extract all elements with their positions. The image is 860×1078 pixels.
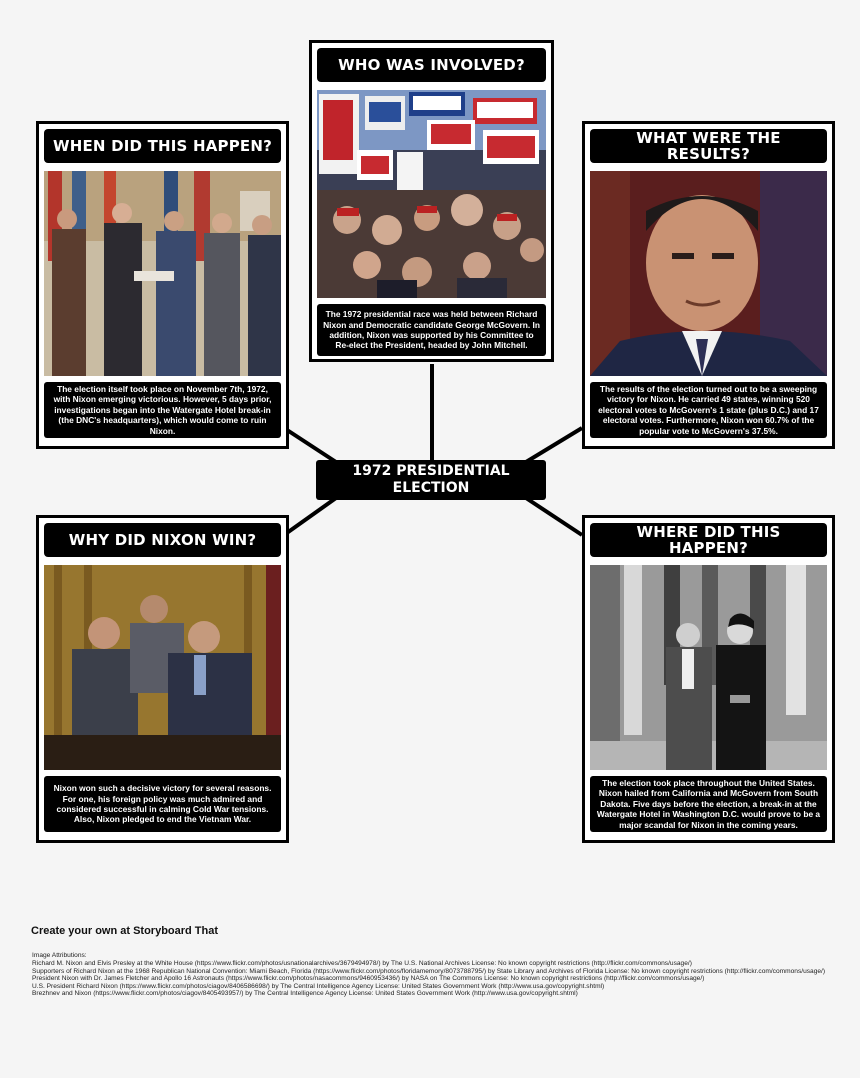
attribution-item: Supporters of Richard Nixon at the 1968 Republican National Convention: Miami Beach, Florida (https://www.flickr.com/photos/floridamemory/8073788795/) by State Library and Archives of Florida License: No known copyright restrictions (http://flickr.com/commons/usage/) (32, 967, 826, 975)
attribution-item: Richard M. Nixon and Elvis Presley at the White House (https://www.flickr.com/photos/usnationalarchives/3679494978/) by The U.S. National Archives License: No known copyright restrictions (http://flickr.com/commons/usage/) (32, 960, 692, 967)
cell-caption: The 1972 presidential race was held between Richard Nixon and Democratic candidate George McGovern. In addition, Nixon was supported by his Committee to Re-elect the President, headed by John Mitchell. (317, 304, 546, 356)
connector-why (284, 498, 336, 535)
convention-crowd-image (317, 90, 546, 298)
nixon-elvis-image (590, 565, 827, 770)
cell-caption: The election itself took place on November 7th, 1972, with Nixon emerging victorious. However, 5 days prior, investigations began into the Watergate Hotel break-in (the DNC's headquarters), which would come to ruin Nixon. (44, 382, 281, 438)
cell-where-did-this-happen (582, 515, 835, 843)
cell-title: WHERE DID THIS HAPPEN? (590, 523, 827, 557)
cell-title: WHEN DID THIS HAPPEN? (44, 129, 281, 163)
cell-when-did-this-happen (36, 121, 289, 449)
attribution-item: U.S. President Richard Nixon (https://www.flickr.com/photos/ciagov/8406586698/) by The Central Intelligence Agency License: United States Government Work (http://www.usa.gov/copyright.shtml) (32, 982, 605, 990)
cell-title: WHO WAS INVOLVED? (317, 48, 546, 82)
cell-title: WHY DID NIXON WIN? (44, 523, 281, 557)
cell-what-were-the-results (582, 121, 835, 449)
connector-results (526, 428, 582, 462)
center-topic: 1972 PRESIDENTIAL ELECTION (316, 460, 546, 500)
nixon-portrait-image (590, 171, 827, 376)
cell-caption: The election took place throughout the United States. Nixon hailed from California and McGovern from South Dakota. Five days before the election, a break-in at the Watergate Hotel in Washington D.C. would prove to be a major scandal for Nixon in the coming years. (590, 776, 827, 832)
attributions-heading: Image Attributions: (32, 952, 87, 959)
cell-why-did-nixon-win (36, 515, 289, 843)
cell-who-was-involved (309, 40, 554, 362)
brezhnev-nixon-image (44, 565, 281, 770)
connector-where (526, 498, 582, 535)
attribution-item: Brezhnev and Nixon (https://www.flickr.com/photos/ciagov/8405493957/) by The Central Intelligence Agency License: United States Government Work (http://www.usa.gov/copyright.shtml) (32, 990, 578, 998)
astronauts-meeting-image (44, 171, 281, 376)
cell-caption: The results of the election turned out to be a sweeping victory for Nixon. He carried 49 states, winning 520 electoral votes to McGovern's 1 state (plus D.C.) and 17 electoral votes. Furthermore, Nixon won 60.7% of the popular vote to McGovern's 37.5%. (590, 382, 827, 438)
attributions-list (32, 960, 832, 998)
create-your-own-link[interactable]: Create your own at Storyboard That (31, 925, 219, 937)
cell-title: WHAT WERE THE RESULTS? (590, 129, 827, 163)
cell-caption: Nixon won such a decisive victory for several reasons. For one, his foreign policy was much admired and considered successful in calming Cold War tensions. Also, Nixon pledged to end the Vietnam War. (44, 776, 281, 832)
attribution-item: President Nixon with Dr. James Fletcher and Apollo 16 Astronauts (https://www.flickr.com/photos/nasacommons/9460953436/) by NASA on The Commons License: No known copyright restrictions (http://flickr.com/commons/usage/) (32, 975, 705, 983)
connector-when (284, 428, 336, 462)
